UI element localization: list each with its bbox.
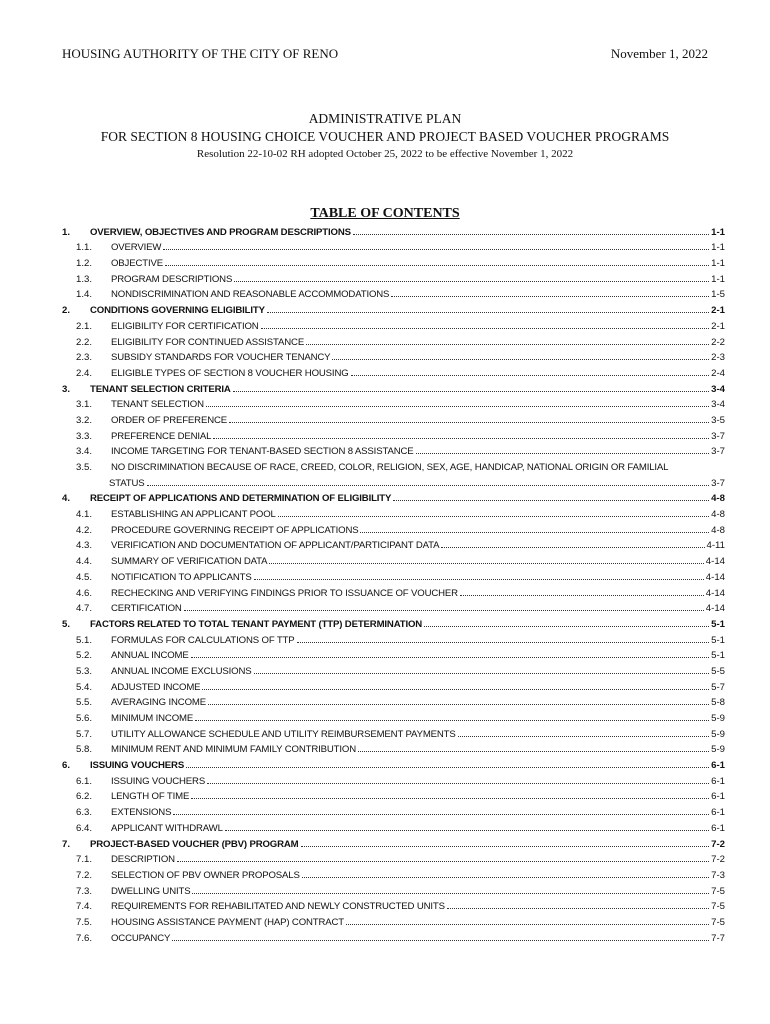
toc-entry-number: 4. bbox=[62, 493, 71, 505]
agency-name: HOUSING AUTHORITY OF THE CITY OF RENO bbox=[62, 46, 339, 61]
toc-entry-number: 5.7. bbox=[76, 728, 93, 740]
toc-dot-leader bbox=[172, 940, 709, 941]
toc-dot-leader bbox=[195, 720, 709, 721]
toc-page-number: 2-4 bbox=[711, 367, 725, 379]
toc-entry-number: 7.2. bbox=[76, 869, 93, 881]
toc-entry-title: DWELLING UNITS bbox=[111, 885, 191, 897]
toc-subsection-entry[interactable] bbox=[62, 583, 725, 599]
toc-entry-number: 7. bbox=[62, 838, 71, 850]
toc-entry-title: NO DISCRIMINATION BECAUSE OF RACE, CREED, COLOR, RELIGION, SEX, AGE, HANDICAP, NATIONAL ORIGIN OR FAMILIAL bbox=[111, 462, 669, 473]
toc-page-number: 3-4 bbox=[711, 383, 725, 395]
toc-entry-title: STATUS bbox=[109, 477, 145, 489]
toc-entry-title: TENANT SELECTION CRITERIA bbox=[90, 383, 231, 395]
toc-subsection-entry[interactable] bbox=[62, 285, 725, 301]
toc-subsection-entry[interactable] bbox=[62, 771, 725, 787]
toc-entry-title: PREFERENCE DENIAL bbox=[111, 430, 212, 442]
toc-dot-leader bbox=[163, 249, 709, 250]
toc-dot-leader bbox=[191, 798, 709, 799]
toc-subsection-entry[interactable] bbox=[62, 599, 725, 615]
toc-entry-title: OVERVIEW bbox=[111, 242, 162, 254]
toc-entry-number: 6.1. bbox=[76, 775, 93, 787]
toc-subsection-entry[interactable] bbox=[62, 457, 725, 473]
toc-page-number: 7-5 bbox=[711, 885, 725, 897]
toc-dot-leader bbox=[192, 893, 709, 894]
toc-dot-leader bbox=[358, 751, 709, 752]
toc-page-number: 5-5 bbox=[711, 665, 725, 677]
toc-page-number: 3-5 bbox=[711, 414, 725, 426]
toc-dot-leader bbox=[206, 406, 709, 407]
toc-subsection-entry[interactable] bbox=[62, 881, 725, 897]
toc-section-entry[interactable] bbox=[62, 834, 725, 850]
toc-dot-leader bbox=[351, 375, 710, 376]
toc-entry-title: CERTIFICATION bbox=[111, 603, 182, 615]
toc-entry-title: ELIGIBLE TYPES OF SECTION 8 VOUCHER HOUSING bbox=[111, 367, 349, 379]
toc-page-number: 4-8 bbox=[711, 524, 725, 536]
toc-entry-title: NONDISCRIMINATION AND REASONABLE ACCOMMODATIONS bbox=[111, 289, 390, 301]
toc-entry-title: ISSUING VOUCHERS bbox=[111, 775, 206, 787]
toc-entry-number: 6. bbox=[62, 760, 71, 772]
toc-entry-title: APPLICANT WITHDRAWL bbox=[111, 822, 223, 834]
document-title: ADMINISTRATIVE PLAN bbox=[308, 111, 462, 126]
toc-section-entry[interactable] bbox=[62, 222, 725, 238]
toc-subsection-entry[interactable] bbox=[62, 567, 725, 583]
toc-dot-leader bbox=[165, 265, 709, 266]
toc-dot-leader bbox=[254, 579, 704, 580]
toc-subsection-entry[interactable] bbox=[62, 693, 725, 709]
toc-page-number: 4-14 bbox=[705, 571, 725, 583]
toc-entry-number: 1.2. bbox=[76, 258, 93, 270]
toc-subsection-entry[interactable] bbox=[62, 238, 725, 254]
toc-section-entry[interactable] bbox=[62, 755, 725, 771]
toc-dot-leader bbox=[458, 736, 709, 737]
toc-dot-leader bbox=[447, 908, 709, 909]
toc-entry-title: ANNUAL INCOME EXCLUSIONS bbox=[111, 665, 252, 677]
toc-dot-leader bbox=[393, 500, 709, 501]
toc-entry-number: 2.1. bbox=[76, 320, 93, 332]
toc-subsection-entry[interactable] bbox=[62, 724, 725, 740]
toc-entry-number: 4.5. bbox=[76, 571, 93, 583]
toc-dot-leader bbox=[225, 830, 709, 831]
toc-dot-leader bbox=[441, 547, 704, 548]
toc-page-number: 4-8 bbox=[711, 509, 725, 521]
toc-entry-title: PROCEDURE GOVERNING RECEIPT OF APPLICATIONS bbox=[111, 524, 359, 536]
toc-entry-title: RECHECKING AND VERIFYING FINDINGS PRIOR TO ISSUANCE OF VOUCHER bbox=[111, 587, 458, 599]
toc-page-number: 3-7 bbox=[711, 430, 725, 442]
toc-page-number: 4-14 bbox=[705, 587, 725, 599]
toc-entry-title: OBJECTIVE bbox=[111, 258, 163, 270]
toc-entry-number: 3.4. bbox=[76, 446, 93, 458]
toc-entry-number: 4.4. bbox=[76, 556, 93, 568]
toc-entry-number: 1.1. bbox=[76, 242, 93, 254]
toc-page-number: 4-14 bbox=[705, 556, 725, 568]
toc-entry-number: 2. bbox=[62, 305, 71, 317]
toc-subsection-entry[interactable] bbox=[62, 426, 725, 442]
toc-entry-number: 4.2. bbox=[76, 524, 93, 536]
toc-entry-number: 4.6. bbox=[76, 587, 93, 599]
toc-subsection-entry[interactable] bbox=[62, 646, 725, 662]
toc-subsection-entry[interactable] bbox=[62, 802, 725, 818]
toc-page-number: 5-1 bbox=[711, 618, 725, 630]
toc-page-number: 4-8 bbox=[711, 493, 725, 505]
toc-subsection-entry[interactable] bbox=[62, 551, 725, 567]
toc-entry-number: 4.3. bbox=[76, 540, 93, 552]
toc-dot-leader bbox=[173, 814, 709, 815]
toc-page-number: 1-1 bbox=[711, 242, 725, 254]
toc-entry-title: NOTIFICATION TO APPLICANTS bbox=[111, 571, 252, 583]
toc-entry-title: PROJECT-BASED VOUCHER (PBV) PROGRAM bbox=[90, 838, 299, 850]
toc-page-number: 5-1 bbox=[711, 650, 725, 662]
toc-entry-title: PROGRAM DESCRIPTIONS bbox=[111, 273, 233, 285]
toc-dot-leader bbox=[301, 846, 710, 847]
toc-page-number: 3-4 bbox=[711, 399, 725, 411]
toc-subsection-entry[interactable] bbox=[62, 850, 725, 866]
toc-subsection-entry[interactable] bbox=[62, 928, 725, 944]
toc-dot-leader bbox=[297, 642, 710, 643]
toc-entry-title: FACTORS RELATED TO TOTAL TENANT PAYMENT (TTP) DETERMINATION bbox=[90, 618, 423, 630]
toc-entry-number: 7.1. bbox=[76, 854, 93, 866]
toc-page-number: 1-5 bbox=[711, 289, 725, 301]
toc-subsection-entry[interactable] bbox=[62, 395, 725, 411]
toc-page-number: 4-14 bbox=[705, 603, 725, 615]
toc-entry-number: 5.8. bbox=[76, 744, 93, 756]
toc-entry-number: 7.4. bbox=[76, 901, 93, 913]
toc-section-entry[interactable] bbox=[62, 300, 725, 316]
toc-entry-number: 3.1. bbox=[76, 399, 93, 411]
toc-section-entry[interactable] bbox=[62, 614, 725, 630]
toc-subsection-entry[interactable] bbox=[62, 520, 725, 536]
toc-subsection-entry[interactable] bbox=[62, 253, 725, 269]
toc-subsection-entry[interactable] bbox=[62, 536, 725, 552]
toc-entry-title: ELIGIBILITY FOR CONTINUED ASSISTANCE bbox=[111, 336, 305, 348]
toc-page-number: 7-3 bbox=[711, 869, 725, 881]
toc-entry-title: SELECTION OF PBV OWNER PROPOSALS bbox=[111, 869, 300, 881]
toc-entry-number: 7.5. bbox=[76, 916, 93, 928]
toc-page-number: 2-1 bbox=[711, 305, 725, 317]
toc-entry-number: 1.4. bbox=[76, 289, 93, 301]
toc-subsection-entry[interactable] bbox=[62, 473, 725, 489]
toc-dot-leader bbox=[254, 673, 710, 674]
toc-entry-number: 5.4. bbox=[76, 681, 93, 693]
toc-page-number: 6-1 bbox=[711, 791, 725, 803]
toc-entry-number: 5. bbox=[62, 618, 71, 630]
toc-subsection-entry[interactable] bbox=[62, 708, 725, 724]
toc-page-number: 6-1 bbox=[711, 760, 725, 772]
toc-dot-leader bbox=[424, 626, 709, 627]
toc-entry-number: 5.3. bbox=[76, 665, 93, 677]
toc-entry-number: 2.4. bbox=[76, 367, 93, 379]
toc-entry-number: 3.2. bbox=[76, 414, 93, 426]
toc-page-number: 2-2 bbox=[711, 336, 725, 348]
toc-entry-title: ADJUSTED INCOME bbox=[111, 681, 201, 693]
toc-entry-number: 5.6. bbox=[76, 713, 93, 724]
toc-entry-title: REQUIREMENTS FOR REHABILITATED AND NEWLY CONSTRUCTED UNITS bbox=[111, 901, 445, 913]
toc-page-number: 7-2 bbox=[711, 838, 725, 850]
toc-page-number: 7-5 bbox=[711, 916, 725, 928]
toc-subsection-entry[interactable] bbox=[62, 348, 725, 364]
toc-entry-title: INCOME TARGETING FOR TENANT-BASED SECTION 8 ASSISTANCE bbox=[111, 446, 414, 458]
toc-entry-number: 1. bbox=[62, 226, 71, 238]
toc-subsection-entry[interactable] bbox=[62, 661, 725, 677]
page-header bbox=[62, 46, 708, 62]
toc-entry-number: 3. bbox=[62, 383, 71, 395]
resolution-note: Resolution 22-10-02 RH adopted October 25, 2022 to be effective November 1, 2022 bbox=[196, 148, 574, 160]
toc-entry-number: 4.7. bbox=[76, 603, 93, 615]
toc-subsection-entry[interactable] bbox=[62, 740, 725, 756]
toc-dot-leader bbox=[360, 532, 709, 533]
toc-dot-leader bbox=[261, 328, 710, 329]
toc-dot-leader bbox=[207, 783, 709, 784]
toc-page-number: 1-1 bbox=[711, 258, 725, 270]
toc-entry-title: DESCRIPTION bbox=[111, 854, 175, 866]
toc-entry-number: 3.3. bbox=[76, 430, 93, 442]
toc-heading: TABLE OF CONTENTS bbox=[310, 206, 460, 221]
toc-page-number: 6-1 bbox=[711, 775, 725, 787]
toc-entry-title: HOUSING ASSISTANCE PAYMENT (HAP) CONTRACT bbox=[111, 916, 345, 928]
toc-dot-leader bbox=[233, 391, 709, 392]
toc-entry-title: LENGTH OF TIME bbox=[111, 791, 190, 803]
toc-dot-leader bbox=[278, 516, 709, 517]
toc-section-entry[interactable] bbox=[62, 379, 725, 395]
toc-dot-leader bbox=[208, 704, 709, 705]
toc-dot-leader bbox=[391, 296, 709, 297]
toc-entry-title: RECEIPT OF APPLICATIONS AND DETERMINATION OF ELIGIBILITY bbox=[90, 493, 392, 505]
toc-dot-leader bbox=[202, 689, 709, 690]
toc-dot-leader bbox=[346, 924, 709, 925]
toc-subsection-entry[interactable] bbox=[62, 316, 725, 332]
toc-subsection-entry[interactable] bbox=[62, 630, 725, 646]
toc-subsection-entry[interactable] bbox=[62, 269, 725, 285]
document-title-block bbox=[0, 110, 770, 162]
toc-page-number: 5-9 bbox=[711, 744, 725, 756]
toc-dot-leader bbox=[147, 485, 710, 486]
toc-dot-leader bbox=[302, 877, 709, 878]
toc-subsection-entry[interactable] bbox=[62, 410, 725, 426]
toc-page-number: 1-1 bbox=[711, 226, 725, 238]
toc-subsection-entry[interactable] bbox=[62, 865, 725, 881]
toc-dot-leader bbox=[269, 563, 703, 564]
toc-page-number: 2-3 bbox=[711, 352, 725, 364]
toc-entry-title: OVERVIEW, OBJECTIVES AND PROGRAM DESCRIPTIONS bbox=[90, 226, 351, 238]
toc-entry-title: AVERAGING INCOME bbox=[111, 697, 206, 709]
toc-page-number: 5-8 bbox=[711, 697, 725, 709]
toc-subsection-entry[interactable] bbox=[62, 504, 725, 520]
toc-subsection-entry[interactable] bbox=[62, 912, 725, 928]
table-of-contents bbox=[62, 222, 725, 944]
toc-dot-leader bbox=[306, 344, 709, 345]
toc-dot-leader bbox=[191, 657, 709, 658]
toc-entry-number: 4.1. bbox=[76, 509, 93, 521]
toc-entry-number: 2.3. bbox=[76, 352, 93, 364]
toc-subsection-entry[interactable] bbox=[62, 818, 725, 834]
toc-subsection-entry[interactable] bbox=[62, 363, 725, 379]
toc-page-number: 6-1 bbox=[711, 807, 725, 819]
toc-entry-number: 7.3. bbox=[76, 885, 93, 897]
toc-entry-title: ISSUING VOUCHERS bbox=[90, 760, 185, 772]
toc-dot-leader bbox=[229, 422, 709, 423]
toc-dot-leader bbox=[332, 359, 709, 360]
toc-page-number: 5-9 bbox=[711, 713, 725, 724]
toc-dot-leader bbox=[213, 438, 709, 439]
toc-entry-number: 5.2. bbox=[76, 650, 93, 662]
toc-entry-title: ELIGIBILITY FOR CERTIFICATION bbox=[111, 320, 259, 332]
toc-dot-leader bbox=[460, 595, 704, 596]
toc-subsection-entry[interactable] bbox=[62, 897, 725, 913]
toc-page-number: 7-7 bbox=[711, 932, 725, 944]
toc-entry-title: MINIMUM INCOME bbox=[111, 713, 194, 724]
toc-entry-number: 6.2. bbox=[76, 791, 93, 803]
toc-page-number: 3-7 bbox=[711, 446, 725, 458]
toc-subsection-entry[interactable] bbox=[62, 677, 725, 693]
toc-entry-title: SUMMARY OF VERIFICATION DATA bbox=[111, 556, 268, 568]
toc-page-number: 7-5 bbox=[711, 901, 725, 913]
toc-entry-title: VERIFICATION AND DOCUMENTATION OF APPLICANT/PARTICIPANT DATA bbox=[111, 540, 440, 552]
toc-entry-number: 3.5. bbox=[76, 462, 93, 473]
toc-entry-title: ANNUAL INCOME bbox=[111, 650, 189, 662]
toc-page-number: 6-1 bbox=[711, 822, 725, 834]
toc-page-number: 4-11 bbox=[706, 540, 725, 552]
toc-entry-number: 2.2. bbox=[76, 336, 93, 348]
document-date: November 1, 2022 bbox=[610, 46, 708, 61]
toc-entry-title: ORDER OF PREFERENCE bbox=[111, 414, 228, 426]
toc-dot-leader bbox=[267, 312, 709, 313]
toc-page-number: 2-1 bbox=[711, 320, 725, 332]
toc-subsection-entry[interactable] bbox=[62, 787, 725, 803]
toc-entry-number: 6.3. bbox=[76, 807, 93, 819]
toc-dot-leader bbox=[353, 234, 709, 235]
toc-entry-title: CONDITIONS GOVERNING ELIGIBILITY bbox=[90, 305, 265, 317]
toc-entry-title: TENANT SELECTION bbox=[111, 399, 204, 411]
toc-entry-title: ESTABLISHING AN APPLICANT POOL bbox=[111, 509, 276, 521]
toc-dot-leader bbox=[186, 767, 709, 768]
toc-page-number: 5-9 bbox=[711, 728, 725, 740]
toc-entry-title: SUBSIDY STANDARDS FOR VOUCHER TENANCY bbox=[111, 352, 331, 364]
document-subtitle: FOR SECTION 8 HOUSING CHOICE VOUCHER AND PROJECT BASED VOUCHER PROGRAMS bbox=[100, 129, 670, 144]
toc-entry-number: 5.5. bbox=[76, 697, 93, 709]
toc-dot-leader bbox=[184, 610, 704, 611]
toc-page-number: 1-1 bbox=[711, 273, 725, 285]
toc-entry-number: 7.6. bbox=[76, 932, 93, 944]
toc-dot-leader bbox=[416, 453, 710, 454]
toc-entry-number: 6.4. bbox=[76, 822, 93, 834]
toc-entry-number: 1.3. bbox=[76, 273, 93, 285]
toc-page-number: 5-7 bbox=[711, 681, 725, 693]
toc-entry-number: 5.1. bbox=[76, 634, 93, 646]
toc-dot-leader bbox=[234, 281, 709, 282]
toc-entry-title: OCCUPANCY bbox=[111, 932, 171, 944]
toc-dot-leader bbox=[177, 861, 709, 862]
toc-entry-title: MINIMUM RENT AND MINIMUM FAMILY CONTRIBUTION bbox=[111, 744, 356, 756]
toc-page-number: 3-7 bbox=[711, 477, 725, 489]
toc-entry-title: FORMULAS FOR CALCULATIONS OF TTP bbox=[111, 634, 295, 646]
toc-entry-title: UTILITY ALLOWANCE SCHEDULE AND UTILITY REIMBURSEMENT PAYMENTS bbox=[111, 728, 456, 740]
toc-subsection-entry[interactable] bbox=[62, 442, 725, 458]
toc-page-number: 5-1 bbox=[711, 634, 725, 646]
toc-page-number: 7-2 bbox=[711, 854, 725, 866]
toc-subsection-entry[interactable] bbox=[62, 332, 725, 348]
toc-entry-title: EXTENSIONS bbox=[111, 807, 172, 819]
toc-section-entry[interactable] bbox=[62, 489, 725, 505]
